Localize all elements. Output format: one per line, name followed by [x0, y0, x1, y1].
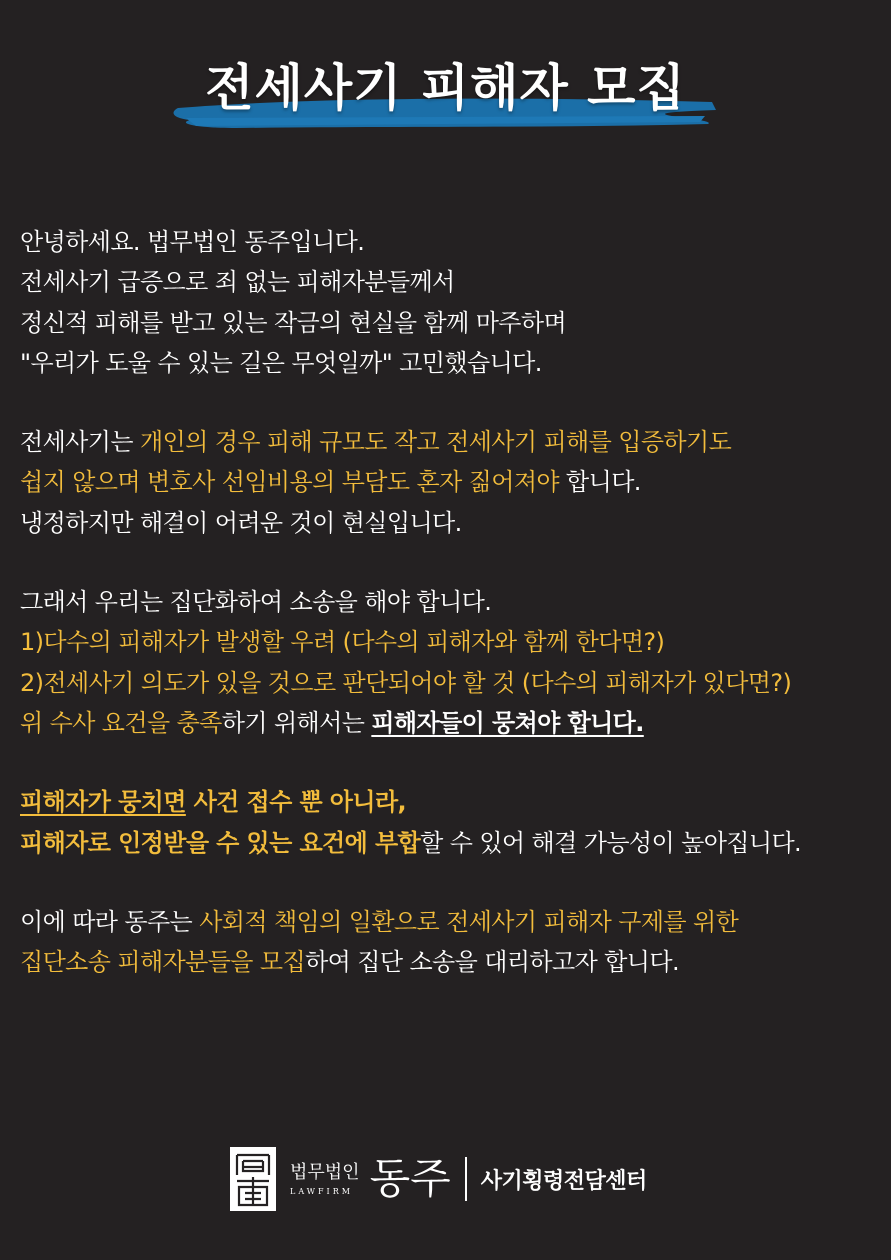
- p5-line-2: [20, 942, 880, 982]
- p2-line-3: 냉정하지만 해결이 어려운 것이 현실입니다.: [20, 508, 462, 537]
- p3-line-1: 그래서 우리는 집단화하여 소송을 해야 합니다.: [20, 588, 492, 617]
- firm-english: LAWFIRM: [290, 1186, 353, 1196]
- footer-logo: [230, 1146, 647, 1212]
- p2-line-2: [20, 462, 880, 502]
- p4-l1-yellow: 사건 접수 뿐 아니라,: [185, 788, 407, 817]
- p2-l2-yellow: 쉽지 않으며 변호사 선임비용의 부담도 혼자 짊어져야: [20, 468, 560, 497]
- p2-line-1: [20, 422, 880, 462]
- p1-line-2: 전세사기 급증으로 죄 없는 피해자분들께서: [20, 268, 455, 297]
- p2-l1-white: 전세사기는: [20, 428, 140, 457]
- firm-korean: 법무법인: [290, 1161, 360, 1183]
- p3-l4-emphasis: 피해자들이 뭉쳐야 합니다.: [371, 708, 644, 737]
- p4-line-1: [20, 782, 880, 822]
- p1-line-3: 정신적 피해를 받고 있는 작금의 현실을 함께 마주하며: [20, 308, 567, 337]
- p5-line-1: [20, 902, 880, 942]
- p5-l1-yellow: 사회적 책임의 일환으로 전세사기 피해자 구제를 위한: [199, 907, 739, 936]
- p1-line-4: "우리가 도울 수 있는 길은 무엇일까" 고민했습니다.: [20, 348, 542, 377]
- p3-line-2: 1)다수의 피해자가 발생할 우려 (다수의 피해자와 함께 한다면?): [20, 628, 665, 657]
- p4-l1-emphasis: 피해자가 뭉치면: [20, 788, 186, 817]
- firm-label: [290, 1163, 360, 1196]
- p1-line-1: 안녕하세요. 법무법인 동주입니다.: [20, 228, 365, 256]
- dongju-seal-icon: [230, 1147, 276, 1211]
- p2-l1-yellow: 개인의 경우 피해 규모도 작고 전세사기 피해를 입증하기도: [139, 428, 732, 457]
- center-name: 사기횡령전담센터: [480, 1168, 647, 1194]
- page-title: 전세사기 피해자 모집: [205, 59, 686, 117]
- title-banner: [0, 40, 891, 140]
- p3-l4-white: 하기 위해서는: [221, 708, 372, 737]
- brand-name: 동주: [369, 1154, 451, 1203]
- p2-l2-white: 합니다.: [559, 468, 641, 497]
- p3-line-4: [20, 703, 880, 743]
- p4-line-2: [20, 823, 880, 863]
- p5-l2-yellow: 집단소송 피해자분들을 모집: [20, 948, 306, 977]
- p4-l2-white: 할 수 있어 해결 가능성이 높아집니다.: [420, 828, 802, 857]
- p3-line-3: 2)전세사기 의도가 있을 것으로 판단되어야 할 것 (다수의 피해자가 있다면?): [20, 668, 792, 697]
- p5-l1-white: 이에 따라 동주는: [20, 907, 200, 936]
- footer-divider: [465, 1157, 467, 1201]
- notice-body: [20, 222, 880, 982]
- p4-l2-yellow: 피해자로 인정받을 수 있는 요건에 부합: [20, 828, 421, 857]
- p3-l4-yellow: 위 수사 요건을 충족: [20, 708, 222, 737]
- p5-l2-white: 하여 집단 소송을 대리하고자 합니다.: [305, 948, 679, 977]
